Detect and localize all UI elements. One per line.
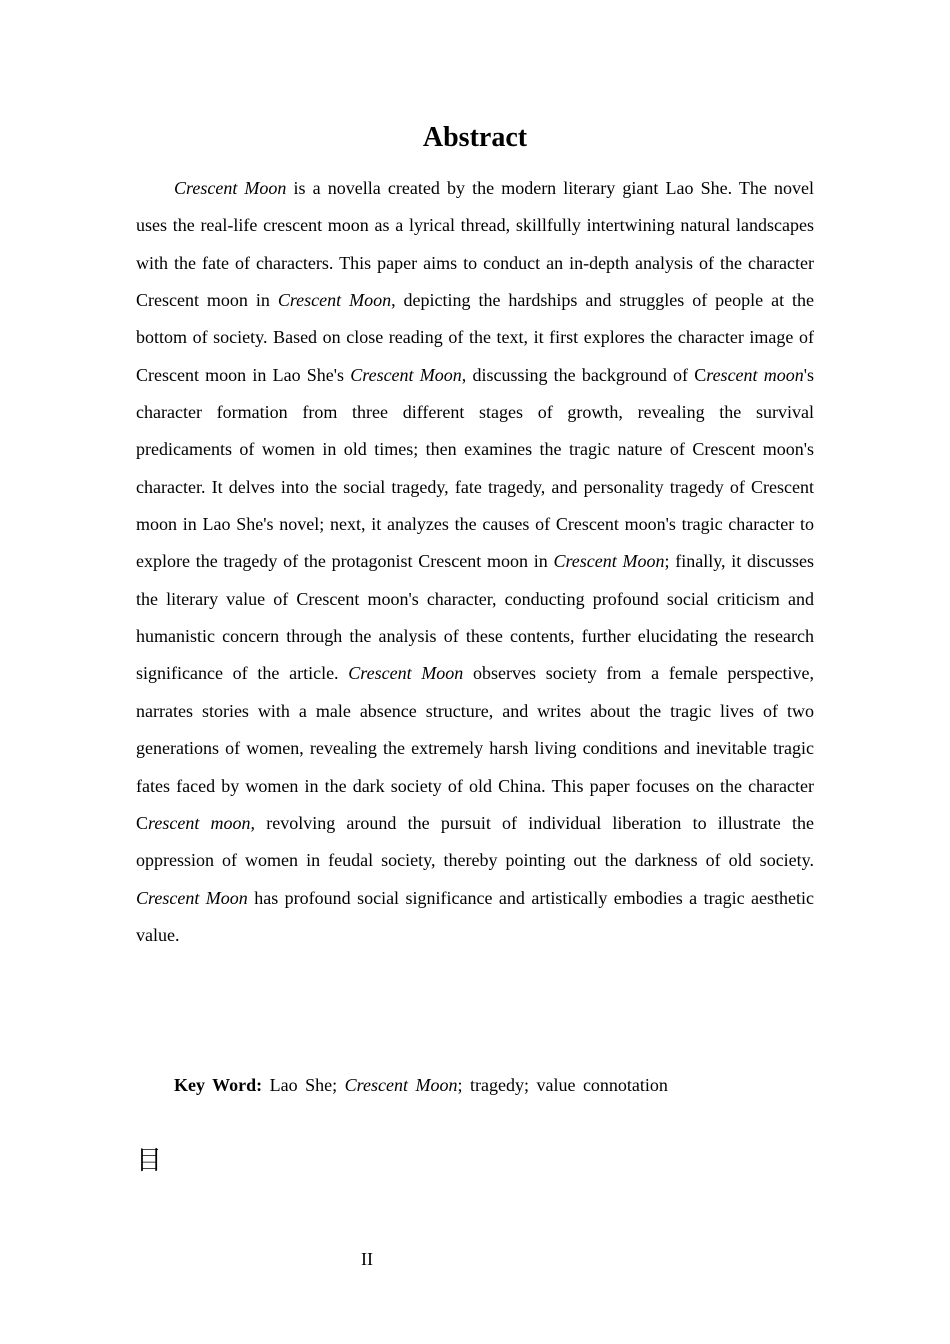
abstract-text: revolving around the pursuit of individual liberation to illustrate the oppression of women in feudal society, thereby pointing out the darkness of old society. [136, 812, 814, 871]
keywords-label: Key Word: [174, 1075, 263, 1095]
toc-heading-fragment: 目 [136, 1146, 163, 1176]
abstract-text: ; finally, it discusses the literary value of Crescent moon's character, conducting profound social criticism and humanistic concern through the analysis of these contents, further elucidating the research significance of the article. [136, 551, 815, 684]
work-title-italic: Crescent Moon [277, 290, 392, 311]
work-title-italic: Crescent Moon [136, 887, 248, 908]
abstract-text: , depicting the hardships and struggles of people at the bottom of society. Based on close reading of the text, it first explores the character image of Crescent moon in Lao She's [136, 290, 815, 385]
keywords-text: Lao She; [262, 1075, 345, 1095]
abstract-text: , discussing the background of C [461, 364, 707, 385]
keyword-italic: Crescent Moon [344, 1075, 458, 1095]
work-title-italic: Crescent Moon [350, 364, 462, 385]
work-title-italic: Crescent Moon [174, 178, 287, 198]
abstract-title: Abstract [422, 122, 528, 153]
keywords-line [136, 1068, 814, 1102]
abstract-text: is a novella created by the modern literary giant Lao She. The novel uses the real-life crescent moon as a lyrical thread, skillfully intertwining natural landscapes with the fate of characters. This paper aims to conduct an in-depth analysis of the character Crescent moon in [136, 178, 815, 311]
work-title-italic: Crescent Moon [348, 663, 464, 684]
character-name-italic: rescent moon [706, 364, 804, 385]
abstract-text: has profound social significance and artistically embodies a tragic aesthetic value. [136, 887, 815, 945]
page-number: II [361, 1249, 373, 1269]
abstract-text: 's character formation from three different stages of growth, revealing the survival predicaments of women in old times; then examines the tragic nature of Crescent moon's character. It delves into the social tragedy, fate tragedy, and personality tragedy of Crescent moon in Lao She's novel; next, it analyzes the causes of Crescent moon's tragic character to explore the tragedy of the protagonist Crescent moon in [136, 364, 814, 572]
abstract-paragraph [136, 170, 814, 954]
character-name-italic: rescent moon, [148, 812, 256, 833]
abstract-text: observes society from a female perspective, narrates stories with a male absence structure, and writes about the tragic lives of two generations of women, revealing the extremely harsh living conditions and inevitable tragic fates faced by women in the dark society of old China. This paper focuses on the character C [136, 663, 814, 833]
keywords-text: ; tragedy; value connotation [457, 1075, 668, 1095]
work-title-italic: Crescent Moon [553, 551, 665, 572]
